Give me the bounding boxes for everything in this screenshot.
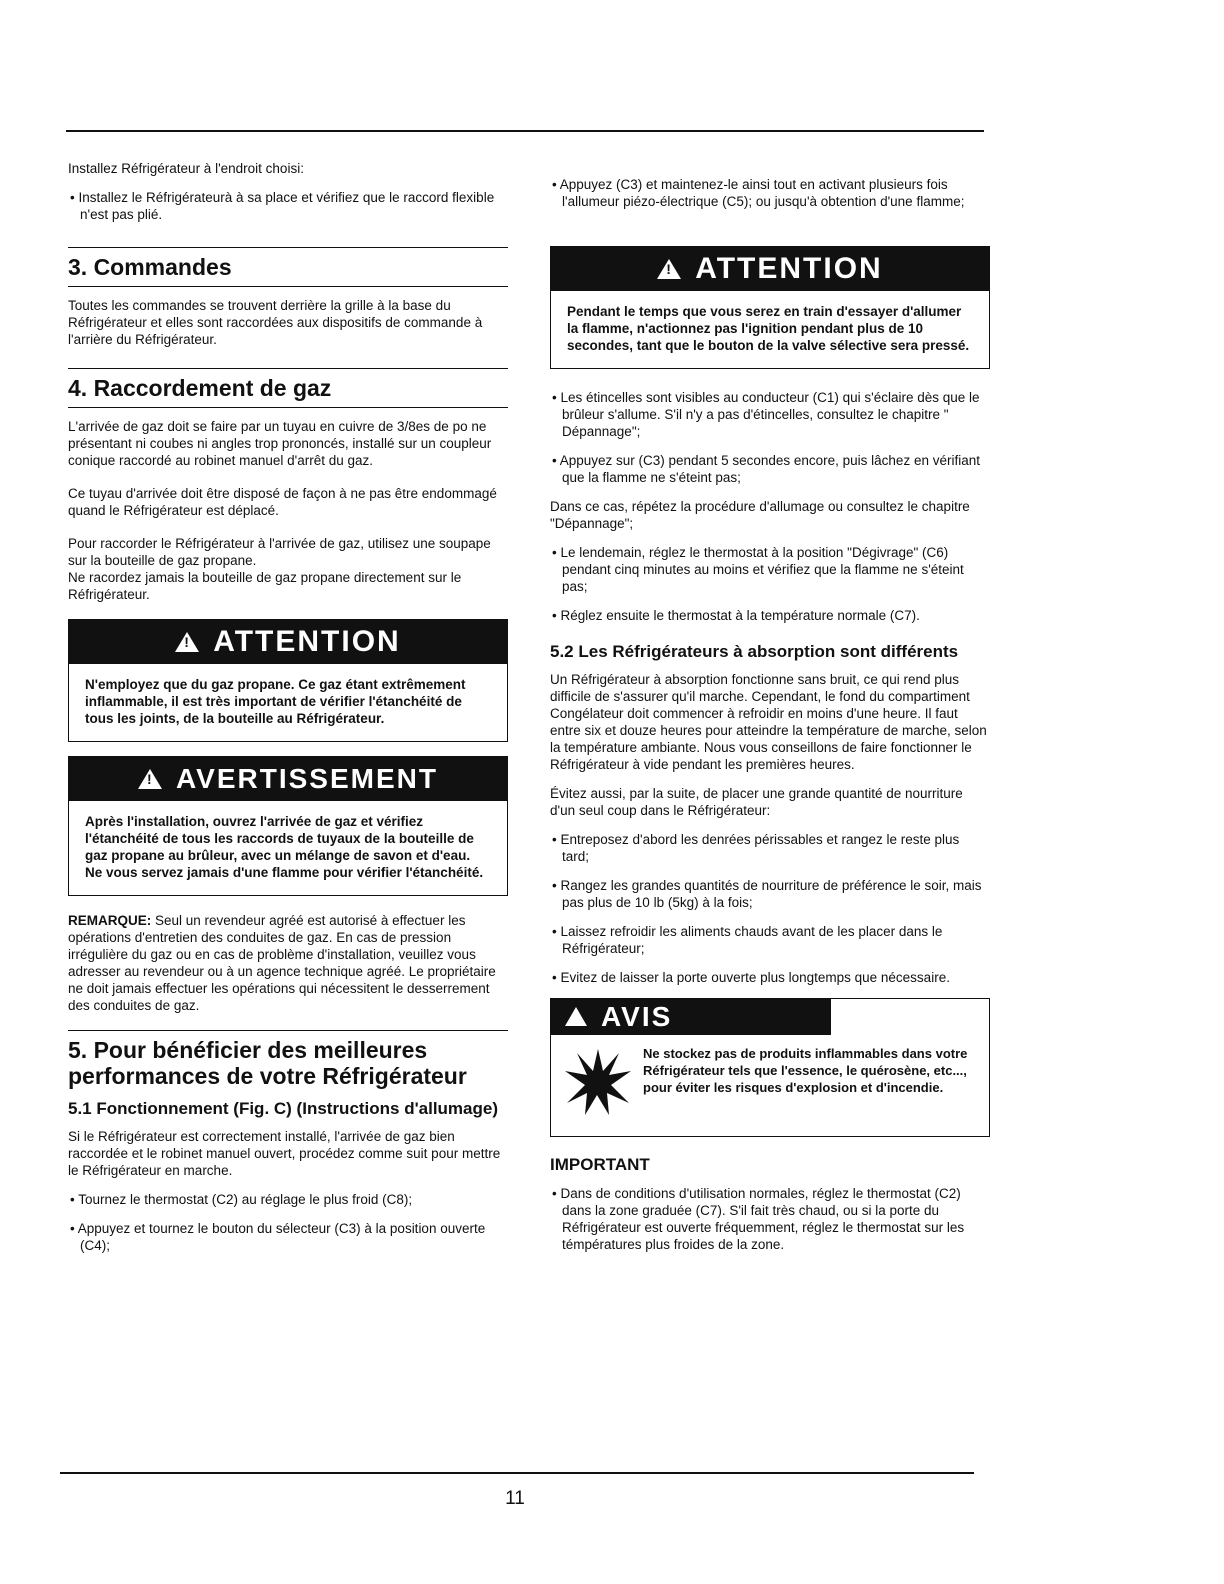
warning-triangle-icon: [175, 632, 199, 652]
section-5-1-bullet-1: • Tournez le thermostat (C2) au réglage le plus froid (C8);: [68, 1191, 508, 1208]
right-column: [550, 176, 990, 1265]
section-4-para-4: Ne racordez jamais la bouteille de gaz propane directement sur le Réfrigérateur.: [68, 570, 462, 602]
section-4-heading: [68, 368, 508, 408]
avis-box: [550, 998, 990, 1137]
avertissement-text: Après l'installation, ouvrez l'arrivée de gaz et vérifiez l'étanchéité de tous les raccords de tuyaux de la bouteille de gaz propane au brûleur, avec un mélange de savon et d'eau. Ne vous servez jamais d'une flamme pour vérifier l'étanchéité.: [85, 814, 484, 880]
section-5-2-para-1: Un Réfrigérateur à absorption fonctionne sans bruit, ce qui rend plus difficile de s'assurer qu'il marche. Cependant, le fond du compartiment Congélateur doit commencer à refroidir en moins d'une heure. Il faut entre six et douze heures pour atteindre la température de marche, selon la température ambiante. Nous vous conseillons de faire fonctionner le Réfrigérateur à vide pendant les premières heures.: [550, 672, 987, 772]
remarque-text: Seul un revendeur agréé est autorisé à effectuer les opérations d'entretien des conduites de gaz. En cas de pression irrégulière du gaz ou en cas de problème d'installation, veuillez vous adresser au revendeur ou à un agence technique agréé. Le propriétaire ne doit jamais effectuer les opérations qui nécessitent le desserrement des conduites de gaz.: [68, 913, 496, 1013]
avis-body: [551, 1035, 989, 1136]
remarque-label: REMARQUE:: [68, 913, 152, 928]
attention-label-right: ATTENTION: [695, 252, 883, 285]
section-5-1-para: Si le Réfrigérateur est correctement installé, l'arrivée de gaz bien raccordée et le robinet manuel ouvert, procédez comme suit pour mettre le Réfrigérateur en marche.: [68, 1129, 501, 1178]
allumage-bullet-top: • Appuyez (C3) et maintenez-le ainsi tout en activant plusieurs fois l'allumeur piézo-électrique (C5); ou jusqu'à obtention d'une flamme;: [550, 176, 990, 210]
section-5-heading: [68, 1030, 508, 1089]
bottom-rule: [60, 1472, 974, 1474]
warning-triangle-icon: [138, 769, 162, 789]
page-number: 11: [505, 1488, 525, 1509]
section-3-title: 3. Commandes: [68, 254, 232, 280]
section-4-para-3: Pour raccorder le Réfrigérateur à l'arrivée de gaz, utilisez une soupape sur la bouteille de gaz propane.: [68, 536, 491, 568]
section-5-2-title: 5.2 Les Réfrigérateurs à absorption sont différents: [550, 642, 959, 661]
avis-label: AVIS: [601, 1001, 673, 1032]
section-4-para-2: Ce tuyau d'arrivée doit être disposé de façon à ne pas être endommagé quand le Réfrigérateur est déplacé.: [68, 486, 497, 518]
section-5-1-title: 5.1 Fonctionnement (Fig. C) (Instructions d'allumage): [68, 1099, 499, 1118]
install-intro: Installez Réfrigérateur à l'endroit choisi:: [68, 161, 304, 176]
right-dans-ce-cas: Dans ce cas, répétez la procédure d'allumage ou consultez le chapitre "Dépannage";: [550, 499, 970, 531]
important-bullet: • Dans de conditions d'utilisation normales, réglez le thermostat (C2) dans la zone graduée (C7). S'il fait très chaud, ou si la porte du Réfrigérateur est ouverte fréquemment, réglez le thermostat sur les témpératures plus froides de la zone.: [550, 1185, 990, 1253]
attention-label-left: ATTENTION: [213, 625, 401, 658]
install-bullet: • Installez le Réfrigérateurà à sa place et vérifiez que le raccord flexible n'est pas plié.: [68, 189, 508, 223]
important-title: IMPORTANT: [550, 1155, 650, 1174]
avertissement-banner: [69, 757, 507, 801]
section-4-title: 4. Raccordement de gaz: [68, 375, 332, 401]
section-5-2-para-2: Évitez aussi, par la suite, de placer une grande quantité de nourriture d'un seul coup dans le Réfrigérateur:: [550, 786, 963, 818]
attention-banner-right: [551, 247, 989, 291]
attention-text-right: Pendant le temps que vous serez en train d'essayer d'allumer la flamme, n'actionnez pas l'ignition pendant plus de 10 secondes, tant que le bouton de la valve sélective sera pressé.: [567, 304, 970, 353]
right-bullet-3: • Le lendemain, réglez le thermostat à la position "Dégivrage" (C6) pendant cinq minutes au moins et vérifiez que la flamme ne s'éteint pas;: [550, 544, 990, 595]
section-5-2-bullet-1: • Entreposez d'abord les denrées périssables et rangez le reste plus tard;: [550, 831, 990, 865]
section-5-2-bullet-4: • Evitez de laisser la porte ouverte plus longtemps que nécessaire.: [550, 969, 990, 986]
section-3-text: Toutes les commandes se trouvent derrière la grille à la base du Réfrigérateur et elles sont raccordées aux dispositifs de commande à l'arrière du Réfrigérateur.: [68, 298, 483, 347]
right-bullet-1: • Les étincelles sont visibles au conducteur (C1) qui s'éclaire dès que le brûleur s'allume. S'il n'y a pas d'étincelles, consultez le chapitre " Dépannage";: [550, 389, 990, 440]
section-5-2-bullet-3: • Laissez refroidir les aliments chauds avant de les placer dans le Réfrigérateur;: [550, 923, 990, 957]
avertissement-label: AVERTISSEMENT: [176, 763, 438, 794]
section-5-1-bullet-2: • Appuyez et tournez le bouton du sélecteur (C3) à la position ouverte (C4);: [68, 1220, 508, 1254]
attention-box-right: [550, 246, 990, 369]
attention-box-left: [68, 619, 508, 742]
warning-triangle-icon: [657, 259, 681, 279]
attention-text-left: N'employez que du gaz propane. Ce gaz étant extrêmement inflammable, il est très important de vérifier l'étanchéité de tous les joints, de la bouteille au Réfrigérateur.: [85, 677, 466, 726]
left-column: [68, 160, 508, 1266]
warning-triangle-icon: [565, 1007, 587, 1026]
avertissement-box: [68, 756, 508, 896]
avis-text: Ne stockez pas de produits inflammables dans votre Réfrigérateur tels que l'essence, le quérosène, etc..., pour éviter les risques d'explosion et d'incendie.: [643, 1046, 968, 1095]
section-5-2-bullet-2: • Rangez les grandes quantités de nourriture de préférence le soir, mais pas plus de 10 lb (5kg) à la fois;: [550, 877, 990, 911]
explosion-icon: [563, 1045, 643, 1124]
right-bullet-2: • Appuyez sur (C3) pendant 5 secondes encore, puis lâchez en vérifiant que la flamme ne s'éteint pas;: [550, 452, 990, 486]
section-5-title: 5. Pour bénéficier des meilleures performances de votre Réfrigérateur: [68, 1037, 467, 1089]
avis-banner: [551, 999, 831, 1035]
section-3-heading: [68, 247, 508, 287]
section-4-para-1: L'arrivée de gaz doit se faire par un tuyau en cuivre de 3/8es de po ne présentant ni coubes ni angles trop prononcés, installé sur un coupleur conique raccordé au robinet manuel d'arrêt du gaz.: [68, 419, 492, 468]
right-bullet-4: • Réglez ensuite le thermostat à la température normale (C7).: [550, 607, 990, 624]
attention-banner-left: [69, 620, 507, 664]
top-rule: [66, 130, 984, 132]
remarque-paragraph: [68, 912, 508, 1014]
